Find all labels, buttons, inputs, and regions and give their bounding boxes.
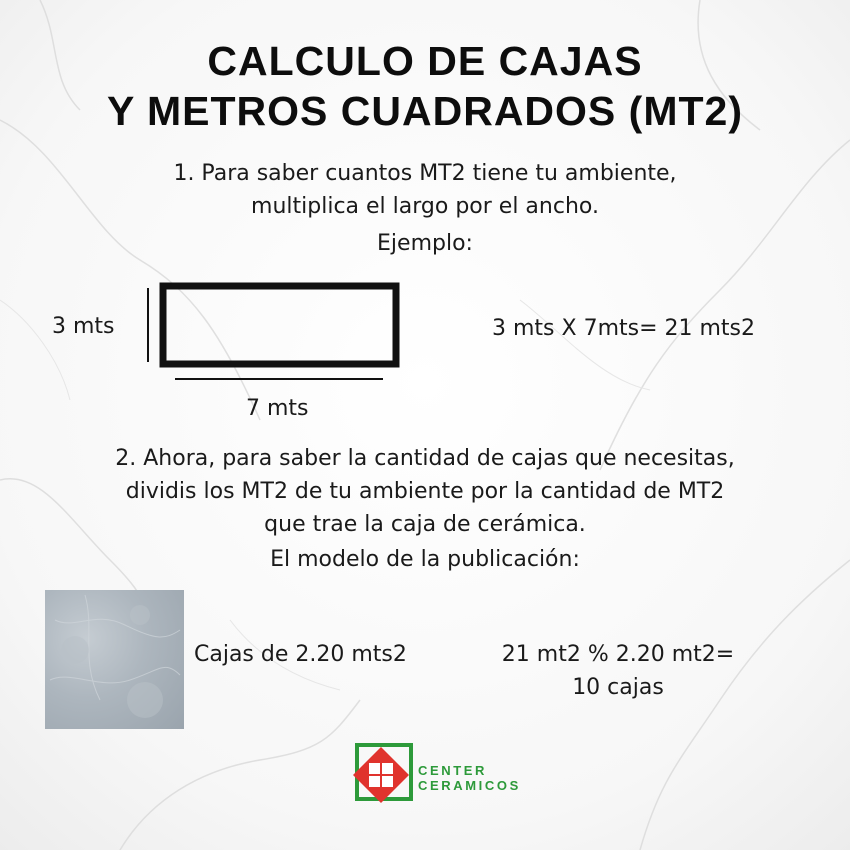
title-line-2: Y METROS CUADRADOS (MT2) bbox=[107, 88, 743, 134]
result-line-2: 10 cajas bbox=[572, 675, 664, 700]
height-label: 3 mts bbox=[52, 314, 115, 339]
logo-line-2: CERAMICOS bbox=[418, 778, 521, 793]
result-text bbox=[478, 638, 758, 704]
step-2-line-1: 2. Ahora, para saber la cantidad de cajas que necesitas, bbox=[115, 446, 735, 471]
width-label: 7 mts bbox=[246, 396, 309, 421]
example-label: Ejemplo: bbox=[377, 231, 473, 256]
logo-wordmark bbox=[418, 763, 521, 793]
model-label: El modelo de la publicación: bbox=[270, 547, 580, 572]
box-size-label: Cajas de 2.20 mts2 bbox=[194, 642, 407, 667]
page-title bbox=[0, 36, 850, 136]
step-1-line-1: 1. Para saber cuantos MT2 tiene tu ambiente, bbox=[173, 161, 677, 186]
room-diagram bbox=[140, 280, 410, 385]
tile-sample-image bbox=[45, 590, 184, 729]
result-line-1: 21 mt2 % 2.20 mt2= bbox=[501, 642, 735, 667]
center-ceramicos-logo-icon bbox=[349, 743, 413, 807]
area-formula: 3 mts X 7mts= 21 mts2 bbox=[492, 316, 756, 341]
room-rectangle bbox=[163, 286, 396, 364]
step-2-text bbox=[0, 442, 850, 541]
tile-texture bbox=[45, 590, 184, 729]
step-1-line-2: multiplica el largo por el ancho. bbox=[251, 194, 599, 219]
step-2-line-2: dividis los MT2 de tu ambiente por la cantidad de MT2 bbox=[125, 479, 725, 504]
step-2-line-3: que trae la caja de cerámica. bbox=[264, 512, 586, 537]
title-line-1: CALCULO DE CAJAS bbox=[207, 38, 643, 84]
step-1-text bbox=[0, 157, 850, 223]
logo-line-1: CENTER bbox=[418, 763, 488, 778]
